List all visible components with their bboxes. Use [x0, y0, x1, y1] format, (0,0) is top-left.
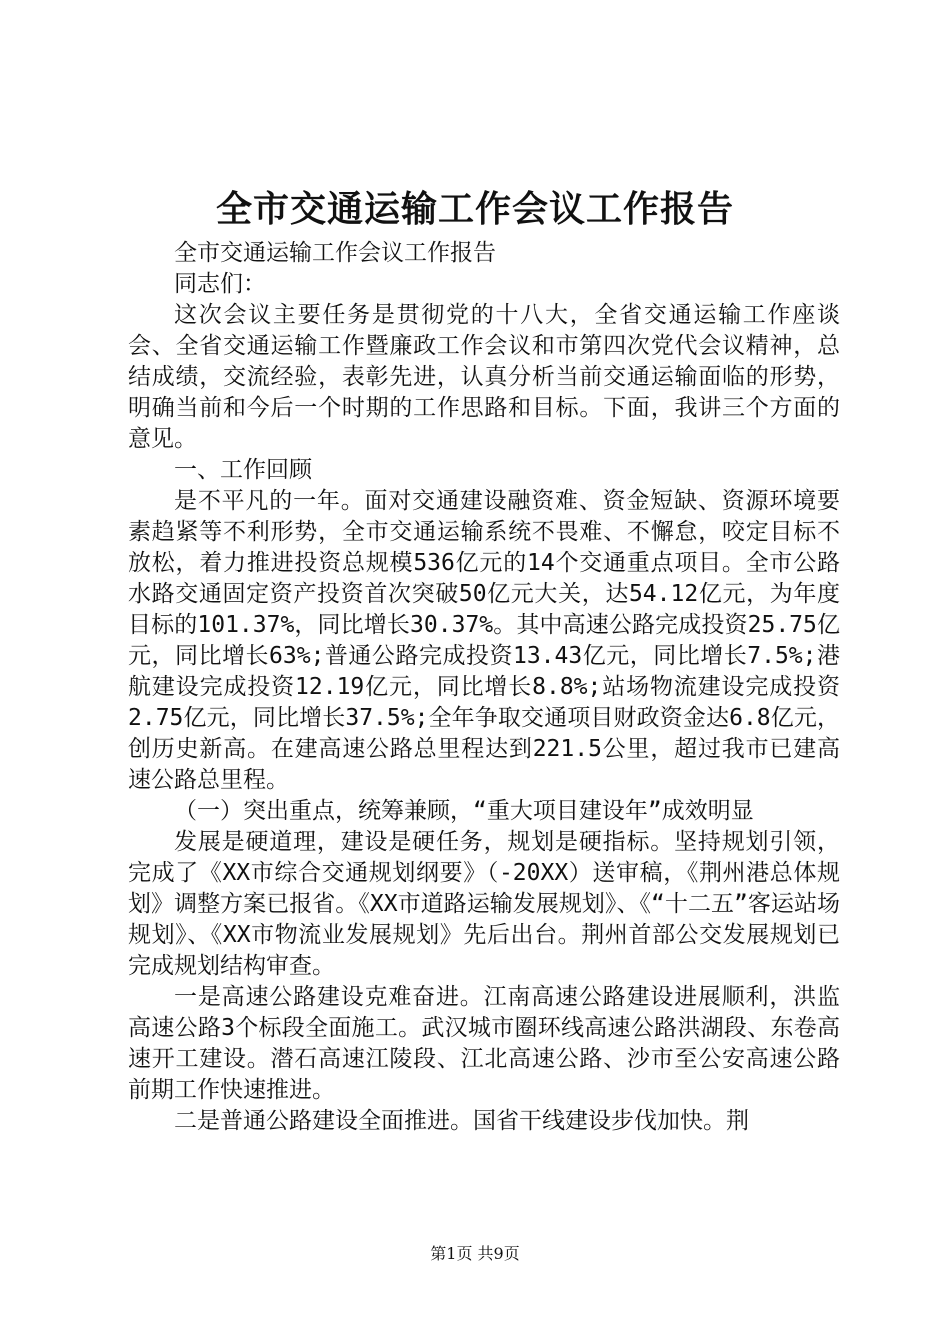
document-body: [128, 238, 840, 1137]
body-paragraph: 二是普通公路建设全面推进。国省干线建设步伐加快。荆: [174, 1108, 749, 1134]
section-heading: 一、工作回顾: [174, 457, 312, 483]
body-paragraph: 是不平凡的一年。面对交通建设融资难、资金短缺、资源环境要素趋紧等不利形势，全市交通运输系统不畏难、不懈怠，咬定目标不放松，着力推进投资总规模536亿元的14个交通重点项目。全市公路水路交通固定资产投资首次突破50亿元大关，达54.12亿元，为年度目标的101.37%，同比增长30.37%。其中高速公路完成投资25.75亿元，同比增长63%;普通公路完成投资13.43亿元，同比增长7.5%;港航建设完成投资12.19亿元，同比增长8.8%;站场物流建设完成投资2.75亿元，同比增长37.5%;全年争取交通项目财政资金达6.8亿元，创历史新高。在建高速公路总里程达到221.5公里，超过我市已建高速公路总里程。: [128, 488, 840, 793]
page-footer: 第1页 共9页: [430, 1244, 520, 1263]
body-paragraph: 同志们：: [174, 271, 266, 297]
body-paragraph: 这次会议主要任务是贯彻党的十八大，全省交通运输工作座谈会、全省交通运输工作暨廉政工作会议和市第四次党代会议精神，总结成绩，交流经验，表彰先进，认真分析当前交通运输面临的形势，明确当前和今后一个时期的工作思路和目标。下面，我讲三个方面的意见。: [128, 302, 840, 452]
body-paragraph: 发展是硬道理，建设是硬任务，规划是硬指标。坚持规划引领，完成了《XX市综合交通规划纲要》（-20XX）送审稿，《荆州港总体规划》调整方案已报省。《XX市道路运输发展规划》、《“十二五”客运站场规划》、《XX市物流业发展规划》先后出台。荆州首部公交发展规划已完成规划结构审查。: [128, 829, 840, 979]
subsection-heading: （一）突出重点，统筹兼顾，“重大项目建设年”成效明显: [174, 798, 754, 824]
document-title: 全市交通运输工作会议工作报告: [215, 188, 734, 230]
body-paragraph: 一是高速公路建设克难奋进。江南高速公路建设进展顺利，洪监高速公路3个标段全面施工。武汉城市圈环线高速公路洪湖段、东卷高速开工建设。潜石高速江陵段、江北高速公路、沙市至公安高速公路前期工作快速推进。: [128, 984, 840, 1103]
body-paragraph: 全市交通运输工作会议工作报告: [174, 240, 496, 266]
